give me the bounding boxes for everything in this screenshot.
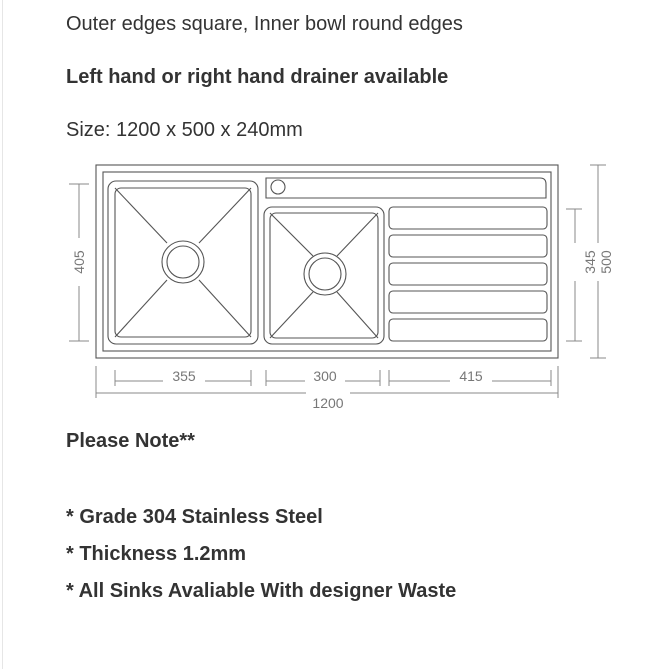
top-ledge	[266, 178, 546, 198]
sink-diagram	[0, 150, 662, 420]
note-material: * Grade 304 Stainless Steel	[66, 506, 323, 528]
dim-right-bowl-width: 300	[313, 368, 337, 384]
dim-left-bowl-depth: 405	[71, 250, 87, 274]
right-waste-outer	[304, 253, 346, 295]
drainer-availability: Left hand or right hand drainer available	[66, 66, 449, 88]
right-waste-inner	[309, 258, 341, 290]
notes-heading: Please Note**	[66, 430, 195, 452]
tap-hole	[271, 180, 285, 194]
left-waste-inner	[167, 246, 199, 278]
right-bowl	[264, 207, 384, 344]
dim-total-depth: 500	[598, 250, 614, 274]
size-spec: Size: 1200 x 500 x 240mm	[66, 119, 303, 141]
dim-right-bowl-depth: 345	[582, 250, 598, 274]
sink-inner-outline	[103, 172, 551, 351]
note-thickness: * Thickness 1.2mm	[66, 543, 247, 565]
left-waste-outer	[162, 241, 204, 283]
dim-total-width: 1200	[312, 395, 344, 411]
edges-description: Outer edges square, Inner bowl round edges	[66, 13, 463, 35]
dim-left-bowl-width: 355	[172, 368, 196, 384]
dim-drainer-width: 415	[459, 368, 483, 384]
sink-outer-outline	[96, 165, 558, 358]
drainer-grooves	[389, 207, 547, 341]
note-waste: * All Sinks Avaliable With designer Waste	[66, 580, 457, 602]
